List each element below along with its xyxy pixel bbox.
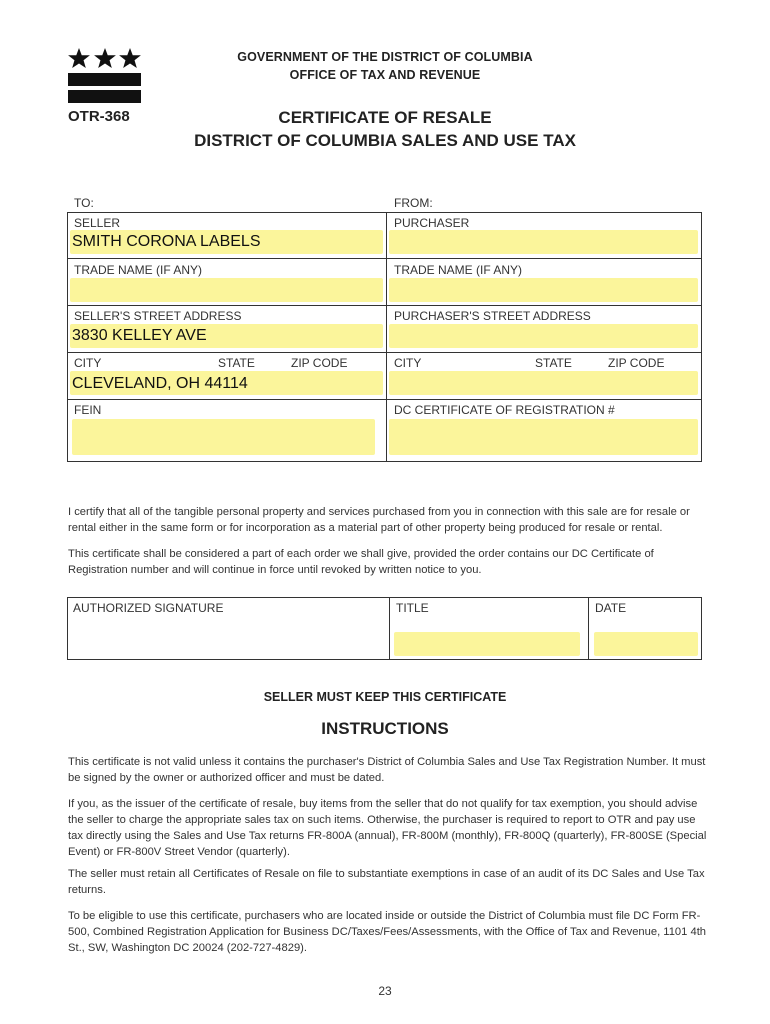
purchaser-city-label: CITY: [394, 356, 422, 370]
seller-keep-notice: SELLER MUST KEEP THIS CERTIFICATE: [263, 690, 507, 704]
signature-label: AUTHORIZED SIGNATURE: [73, 601, 224, 615]
title-label: TITLE: [396, 601, 429, 615]
column-divider: [389, 597, 390, 660]
page-title: CERTIFICATE OF RESALE: [278, 108, 492, 127]
instructions-heading: INSTRUCTIONS: [321, 719, 449, 738]
signature-field[interactable]: [70, 616, 386, 656]
purchaser-city-state-zip-field[interactable]: [389, 371, 698, 395]
flag-bar: [68, 90, 141, 103]
purchaser-name-field[interactable]: [389, 230, 698, 254]
column-divider: [588, 597, 589, 660]
purchaser-trade-name-label: TRADE NAME (IF ANY): [394, 263, 523, 277]
instructions-paragraph-3: The seller must retain all Certificates of Resale on file to substantiate exemptions in case of an audit of its DC Sales and Use Tax returns.: [68, 868, 705, 896]
row-divider: [67, 305, 702, 306]
date-label: DATE: [595, 601, 627, 615]
agency-line-1: GOVERNMENT OF THE DISTRICT OF COLUMBIA: [237, 50, 533, 64]
purchaser-address-label: PURCHASER'S STREET ADDRESS: [394, 309, 591, 323]
agency-line-2: OFFICE OF TAX AND REVENUE: [289, 68, 481, 82]
dc-registration-label: DC CERTIFICATE OF REGISTRATION #: [394, 403, 615, 417]
row-divider: [67, 399, 702, 400]
fein-label: FEIN: [74, 403, 102, 417]
instructions-paragraph-2: If you, as the issuer of the certificate of resale, buy items from the seller that do not qualify for tax exemption, you should advise the seller to charge the appropriate sales tax on such items. Otherwise, the purchaser is required to report to OTR and pay use tax directly using the Sales and Use Tax returns FR-800A (annual), FR-800M (monthly), FR-800Q (quarterly), FR-800SE (Special Event) or FR-800V Street Vendor (quarterly).: [68, 798, 707, 858]
title-field[interactable]: [394, 632, 580, 656]
purchaser-address-field[interactable]: [389, 324, 698, 348]
seller-trade-name-field[interactable]: [70, 278, 383, 302]
from-label: FROM:: [394, 196, 433, 210]
column-divider: [386, 212, 387, 462]
purchaser-state-label: STATE: [535, 356, 572, 370]
seller-city-label: CITY: [74, 356, 102, 370]
page-subtitle: DISTRICT OF COLUMBIA SALES AND USE TAX: [194, 131, 576, 150]
form-number: OTR-368: [68, 108, 130, 125]
instructions-paragraph-1: This certificate is not valid unless it contains the purchaser's District of Columbia Sales and Use Tax Registration Number. It must be signed by the owner or authorized officer and must be dated.: [68, 756, 706, 784]
part-of-order-text: This certificate shall be considered a part of each order we shall give, provided the order contains our DC Certificate of Registration number and will continue in force until revoked by written notice to you.: [68, 548, 654, 576]
seller-name-value: SMITH CORONA LABELS: [72, 233, 261, 250]
dc-registration-field[interactable]: [389, 419, 698, 455]
fein-field[interactable]: [72, 419, 375, 455]
seller-address-label: SELLER'S STREET ADDRESS: [74, 309, 242, 323]
seller-state-label: STATE: [218, 356, 255, 370]
seller-trade-name-label: TRADE NAME (IF ANY): [74, 263, 203, 277]
seller-address-value: 3830 KELLEY AVE: [72, 327, 207, 344]
date-field[interactable]: [594, 632, 698, 656]
certify-text: I certify that all of the tangible personal property and services purchased from you in connection with this sale are for resale or rental either in the same form or for incorporation as a material part of other property being produced for resale or rental.: [68, 506, 690, 534]
seller-label: SELLER: [74, 216, 121, 230]
purchaser-trade-name-field[interactable]: [389, 278, 698, 302]
to-label: TO:: [74, 196, 94, 210]
row-divider: [67, 352, 702, 353]
seller-zip-label: ZIP CODE: [291, 356, 348, 370]
page-number: 23: [378, 984, 392, 998]
seller-city-state-zip-value: CLEVELAND, OH 44114: [72, 375, 248, 392]
row-divider: [67, 258, 702, 259]
purchaser-zip-label: ZIP CODE: [608, 356, 665, 370]
purchaser-label: PURCHASER: [394, 216, 470, 230]
instructions-paragraph-4: To be eligible to use this certificate, purchasers who are located inside or outside the District of Columbia must file DC Form FR-500, Combined Registration Application for Business DC/Taxes/Fees/Assessments, with the Office of Tax and Revenue, 1101 4th St., SW, Washington DC 20024 (202-727-4829).: [68, 910, 707, 954]
